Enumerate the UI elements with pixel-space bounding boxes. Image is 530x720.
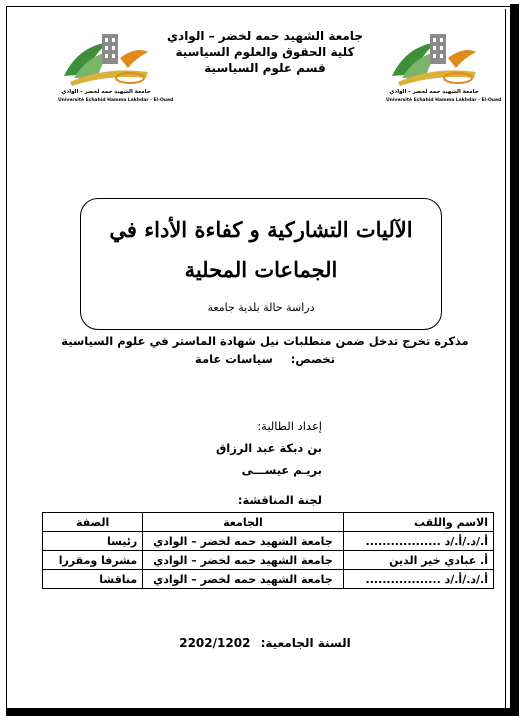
member-role: رئيسا [43, 532, 143, 551]
committee-table-header [43, 513, 494, 532]
page-border-right-thick [510, 4, 519, 716]
member-role: مشرفا ومقررا [43, 551, 143, 570]
academic-year-label: السنة الجامعية: [260, 636, 351, 650]
thesis-description: مذكرة تخرج تدخل ضمن متطلبات نيل شهادة الماستر في علوم السياسية [61, 334, 469, 348]
member-name: أ./د./أ./د .................. [343, 532, 493, 551]
specialty-value: سياسات عامة [194, 352, 273, 366]
header-name: الاسم واللقب [343, 513, 493, 532]
university-logo-left [58, 28, 174, 106]
university-logo-icon [386, 28, 482, 88]
logo-caption-french: Université Echahid Hamma Lakhdar - El-Oued [58, 98, 174, 103]
institution-header [150, 28, 380, 76]
department-name: قسم علوم السياسية [204, 61, 326, 75]
member-name: أ. عبادي خير الدين [343, 551, 493, 570]
logo-caption-arabic: جامعة الشهيد حمه لخضر - الوادي [389, 89, 479, 95]
member-university: جامعة الشهيد حمه لخضر – الوادي [143, 570, 343, 589]
academic-year-value: 2202/1202 [179, 636, 251, 650]
member-name: أ./د./أ./د .................. [343, 570, 493, 589]
student-name: بريـم عيســـى [241, 463, 322, 477]
header-university: الجامعة [143, 513, 343, 532]
table-row [43, 532, 494, 551]
thesis-title-line-1: الآليات التشاركية و كفاءة الأداء في [109, 217, 413, 242]
committee-label: لجنة المناقشة: [237, 493, 322, 507]
thesis-title-line-2: الجماعات المحلية [184, 257, 338, 282]
specialty-line [40, 352, 490, 366]
preparation-label: إعداد الطالبة: [257, 419, 322, 433]
member-university: جامعة الشهيد حمه لخضر – الوادي [143, 532, 343, 551]
page-border-bottom-thick [6, 708, 519, 716]
member-university: جامعة الشهيد حمه لخضر – الوادي [143, 551, 343, 570]
table-row [43, 551, 494, 570]
logo-caption-french: Université Echahid Hamma Lakhdar - El-Oued [386, 98, 502, 103]
table-row [43, 570, 494, 589]
preparation-block [216, 415, 322, 481]
faculty-name: كلية الحقوق والعلوم السياسية [175, 45, 355, 59]
member-role: مناقشا [43, 570, 143, 589]
logo-caption-arabic: جامعة الشهيد حمه لخضر - الوادي [61, 89, 151, 95]
thesis-title-box [80, 198, 442, 330]
student-name: بن دبكة عبد الرزاق [215, 441, 322, 455]
specialty-label: تخصص: [290, 352, 336, 366]
header-role: الصفة [43, 513, 143, 532]
case-study-subtitle: دراسة حالة بلدية جامعة [207, 301, 315, 314]
committee-table [42, 512, 494, 589]
university-name: جامعة الشهيد حمه لخضر – الوادي [167, 29, 363, 43]
university-logo-right [386, 28, 502, 106]
page-border-right-inner [505, 9, 506, 708]
academic-year [0, 636, 530, 650]
university-logo-icon [58, 28, 154, 88]
